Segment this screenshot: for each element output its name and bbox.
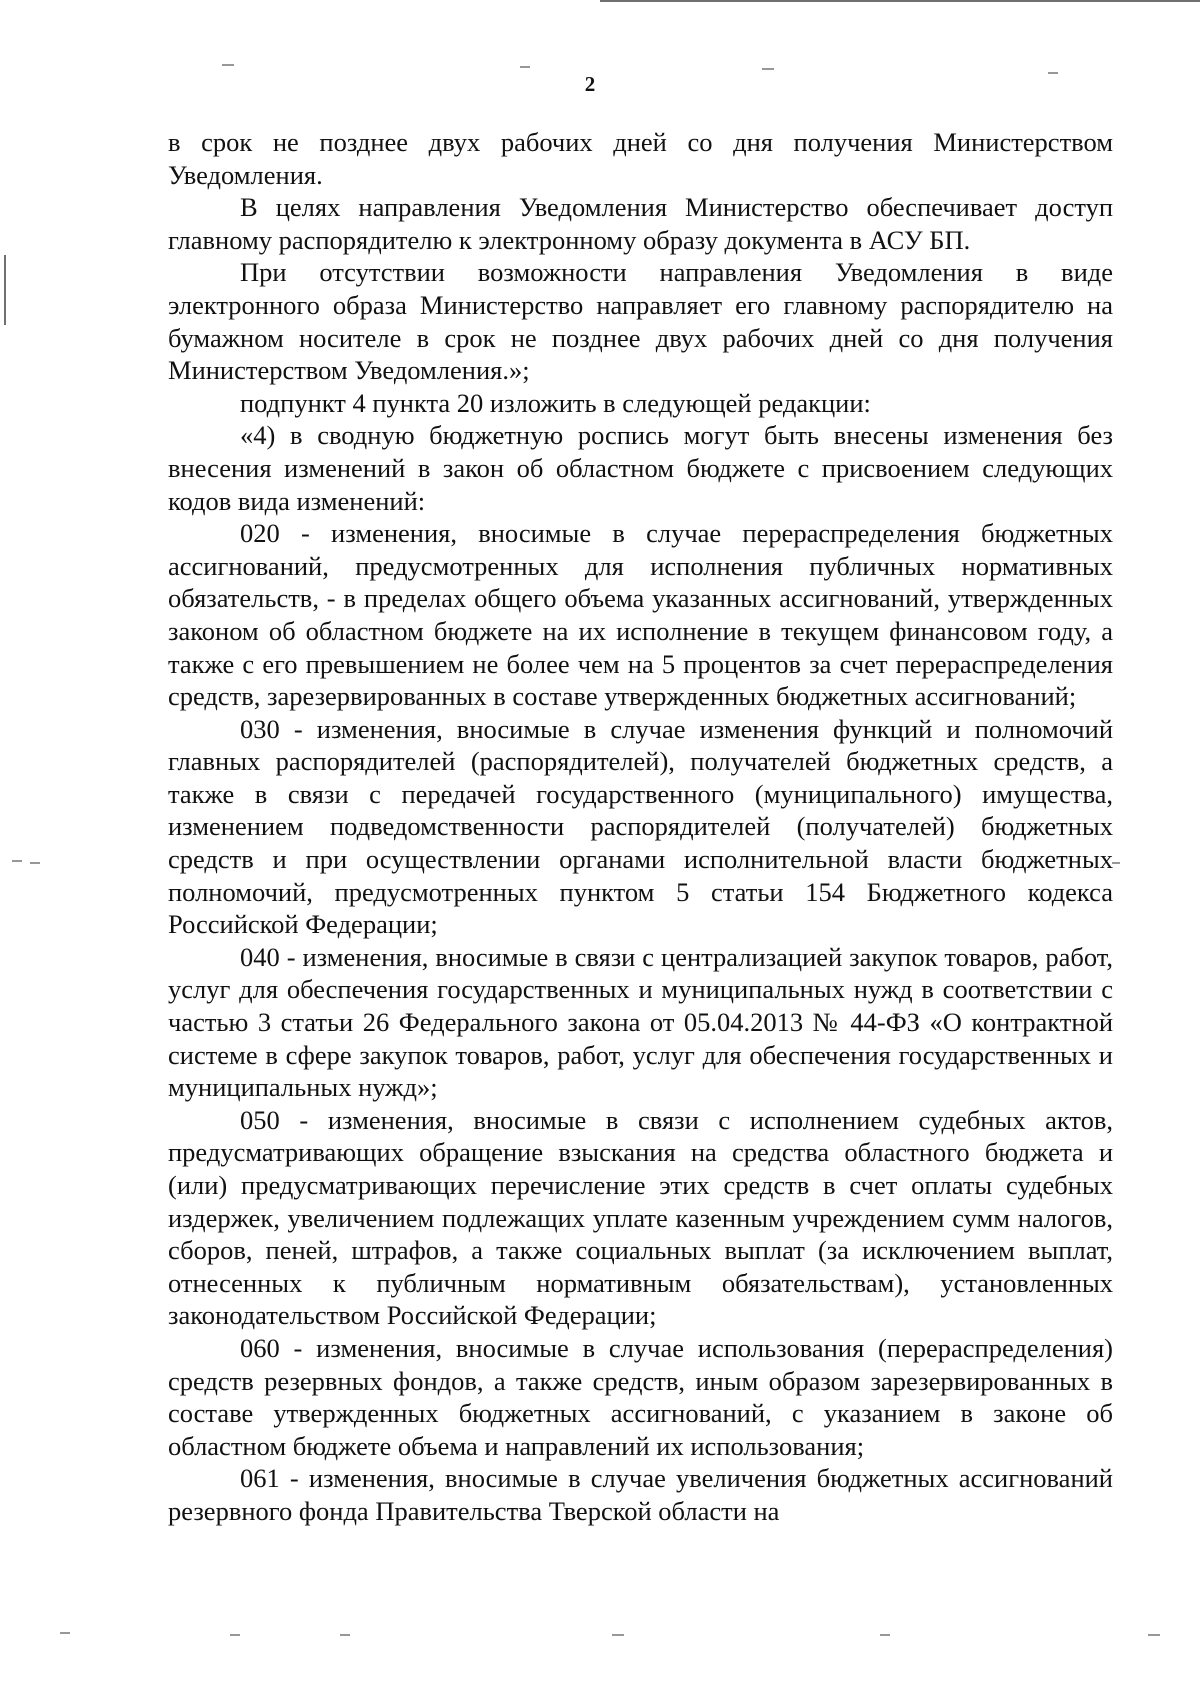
scan-mark <box>1112 862 1120 864</box>
paragraph: 030 - изменения, вносимые в случае изменения функций и полномочий главных распорядителей (распорядителей), получателей бюджетных средств, а также в связи с передачей государственного (муниципального) имущества, изменением подведомственности распорядителей (получателей) бюджетных средств и при осуществлении органами исполнительной власти бюджетных полномочий, предусмотренных пунктом 5 статьи 154 Бюджетного кодекса Российской Федерации; <box>168 713 1113 940</box>
scan-mark <box>880 1634 890 1636</box>
page-number: 2 <box>584 72 596 96</box>
paragraph: 061 - изменения, вносимые в случае увеличения бюджетных ассигнований резервного фонда Правительства Тверской области на <box>168 1463 1113 1526</box>
scan-mark <box>520 66 530 68</box>
paragraph: 040 - изменения, вносимые в связи с централизацией закупок товаров, работ, услуг для обеспечения государственных и муниципальных нужд в соответствии с частью 3 статьи 26 Федерального закона от 05.04.2013 № 44-ФЗ «О контрактной системе в сфере закупок товаров, работ, услуг для обеспечения государственных и муниципальных нужд»; <box>168 941 1113 1103</box>
scan-mark <box>12 860 22 862</box>
scan-mark <box>60 1632 70 1634</box>
paragraph: При отсутствии возможности направления Уведомления в виде электронного образа Министерство направляет его главному распорядителю на бумажном носителе в срок не позднее двух рабочих дней со дня получения Министерством Уведомления.»; <box>168 257 1113 386</box>
scan-mark <box>1148 1634 1160 1636</box>
scan-edge-line-top <box>600 0 1200 2</box>
paragraph: 020 - изменения, вносимые в случае перераспределения бюджетных ассигнований, предусмотренных для исполнения публичных нормативных обязательств, - в пределах общего объема указанных ассигнований, утвержденных законом об областном бюджете на их исполнение в текущем финансовом году, а также с его превышением не более чем на 5 процентов за счет перераспределения средств, зарезервированных в составе утвержденных бюджетных ассигнований; <box>168 518 1113 712</box>
paragraph: В целях направления Уведомления Министерство обеспечивает доступ главному распорядителю к электронному образу документа в АСУ БП. <box>168 192 1113 255</box>
scan-edge-line-left <box>4 255 6 325</box>
scan-mark <box>612 1634 624 1636</box>
paragraph: в срок не позднее двух рабочих дней со дня получения Министерством Уведомления. <box>168 127 1113 190</box>
paragraph: «4) в сводную бюджетную роспись могут быть внесены изменения без внесения изменений в закон об областном бюджете с присвоением следующих кодов вида изменений: <box>168 420 1113 516</box>
document-body <box>168 126 1113 1528</box>
scan-mark <box>30 862 40 864</box>
paragraph: подпункт 4 пункта 20 изложить в следующей редакции: <box>240 387 871 418</box>
paragraph: 050 - изменения, вносимые в связи с исполнением судебных актов, предусматривающих обращение взыскания на средства областного бюджета и (или) предусматривающих перечисление этих средств в счет оплаты судебных издержек, увеличением подлежащих уплате казенным учреждением сумм налогов, сборов, пеней, штрафов, а также социальных выплат (за исключением выплат, отнесенных к публичным нормативным обязательствам), установленных законодательством Российской Федерации; <box>168 1104 1113 1331</box>
scan-mark <box>340 1634 350 1636</box>
scan-mark <box>222 64 234 66</box>
paragraph: 060 - изменения, вносимые в случае использования (перераспределения) средств резервных фондов, а также средств, иным образом зарезервированных в составе утвержденных бюджетных ассигнований, с указанием в законе об областном бюджете объема и направлений их использования; <box>168 1332 1113 1461</box>
scan-mark <box>230 1634 240 1636</box>
scan-mark <box>762 68 774 70</box>
